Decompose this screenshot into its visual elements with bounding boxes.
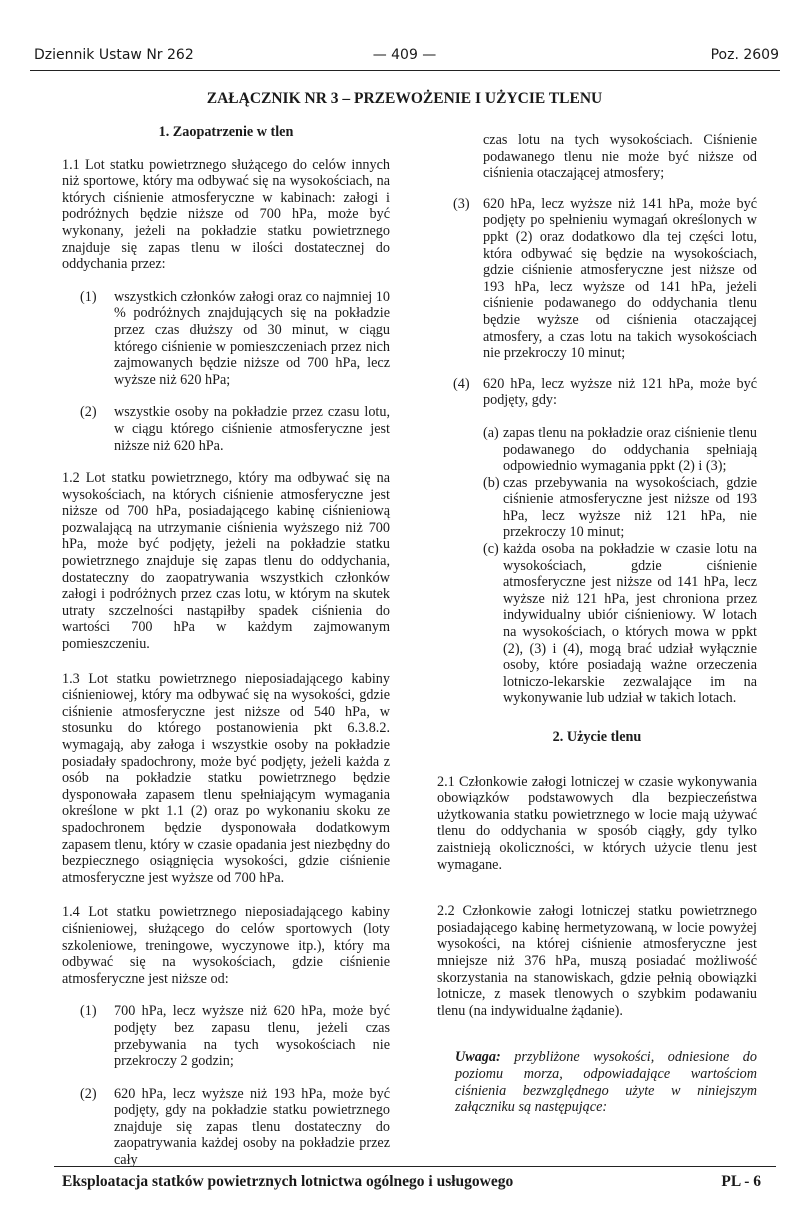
sub-list-item xyxy=(483,541,757,707)
footer-rule xyxy=(54,1166,776,1167)
sub-list-item xyxy=(483,475,757,541)
sub-item-letter: (a) xyxy=(483,424,499,441)
sub-item-text: czas przebywania na wysokościach, gdzie ciśnienie atmosferyczne jest niższe od 193 hPa, lecz wyższe niż 121 hPa, nie przekroczy 10 minut; xyxy=(503,474,757,541)
right-column xyxy=(437,132,757,1116)
list-item-text: 620 hPa, lecz wyższe niż 141 hPa, może być podjęty po spełnieniu wymagań określonych w ppkt (2) oraz dodatkowo dla tej części lotu, która odbywać się będzie na wysokościach, gdzie ciśnienie atmosferyczne jest niższe od 193 hPa, lecz wyższe od 141 hPa, jeżeli ciśnienie podawanego do oddychania tlenu będzie wyższe od ciśnienia otaczającej atmosfery, a czas lotu na takich wysokościach nie przekroczy 10 minut; xyxy=(483,195,757,362)
note-label: Uwaga: xyxy=(455,1049,501,1066)
paragraph-1-2: 1.2 Lot statku powietrznego, który ma odbywać się na wysokościach, na których ciśnienie atmosferyczne jest niższe od 700 hPa, posiadającego kabinę ciśnieniową pozwalającą na utrzymanie ciśnienia wyższego niż 700 hPa, może być podjęty, jeżeli na pokładzie statku powietrznego znajduje się zapas tlenu do oddychania, dostateczny do zaopatrywania wszystkich członków załogi i podróżnych przez czas lotu, w którym na skutek utraty szczelności nastąpiłby spadek ciśnienia do wartości 700 hPa w każdym zajmowanym pomieszczeniu. xyxy=(62,470,390,653)
list-item xyxy=(62,1003,390,1069)
sub-item-text: zapas tlenu na pokładzie oraz ciśnienie tlenu podawanego do oddychania spełniają odpowiednio wymagania ppkt (2) i (3); xyxy=(503,424,757,475)
header-rule xyxy=(30,70,780,71)
paragraph-2-1: 2.1 Członkowie załogi lotniczej w czasie wykonywania obowiązków podstawowych dla bezpieczeństwa użytkowania statku powietrznego w locie mają używać tlenu do oddychania w sposób ciągły, gdy tylko zaistnieją okoliczności, w których użycie tlenu jest wymagane. xyxy=(437,773,757,873)
sub-list xyxy=(483,425,757,707)
list-item-continuation: czas lotu na tych wysokościach. Ciśnienie podawanego tlenu nie może być niższe od ciśnienia otaczającej atmosfery; xyxy=(483,132,757,182)
list-item-number: (2) xyxy=(80,1085,97,1102)
section-2-heading: 2. Użycie tlenu xyxy=(552,729,642,745)
list-item-number: (1) xyxy=(80,288,97,305)
list-item xyxy=(437,376,757,409)
note-text: przybliżone wysokości, odniesione do poziomu morza, odpowiadające wartościom ciśnienia bezwzględnego użyte w niniejszym załączniku są następujące: xyxy=(455,1049,757,1116)
paragraph-1-3: 1.3 Lot statku powietrznego nieposiadającego kabiny ciśnieniowej, który ma odbywać się na wysokości, gdzie ciśnienie atmosferyczne jest niższe od 540 hPa, w stosunku do którego postanowienia pkt 6.3.8.2. wymagają, aby załoga i wszystkie osoby na pokładzie posiadały spadochrony, może być podjęty, jeżeli każda z osób na pokładzie statku powietrznego będzie dysponowała zapasem tlenu spełniającym wymagania określone w pkt 1.1 (2) oraz po wykonaniu skoku ze spadochronem będzie dysponowała dodatkowym zapasem tlenu, który w czasie opadania jest niezbędny do bezpiecznego osiągnięcia wysokości, gdzie ciśnienie atmosferyczne jest wyższe od 700 hPa. xyxy=(62,670,390,886)
sub-list-item xyxy=(483,425,757,475)
list-item xyxy=(62,1086,390,1169)
list-item-text: 700 hPa, lecz wyższe niż 620 hPa, może być podjęty bez zapasu tlenu, jeżeli czas przebywania na tych wysokościach nie przekroczy 2 godzin; xyxy=(114,1003,390,1070)
list-item-number: (1) xyxy=(80,1003,97,1020)
sub-item-letter: (b) xyxy=(483,474,500,491)
list-item-text: 620 hPa, lecz wyższe niż 193 hPa, może być podjęty, gdy na pokładzie statku powietrznego znajduje się zapas tlenu dostateczny do zaopatrywania każdej osoby na pokładzie przez cały xyxy=(114,1085,390,1169)
list-item xyxy=(437,196,757,362)
sub-item-letter: (c) xyxy=(483,541,499,558)
note xyxy=(437,1049,757,1115)
paragraph-1-1: 1.1 Lot statku powietrznego służącego do celów innych niż sportowe, który ma odbywać się na wysokościach, na których ciśnienie atmosferyczne w kabinach: załogi i podróżnych będzie niższe od 700 hPa, może być wykonany, jeżeli na pokładzie statku powietrznego znajduje się zapas tlenu w ilości dostatecznej do oddychania przez: xyxy=(62,156,390,273)
left-column xyxy=(62,124,390,1169)
journal-name: Dziennik Ustaw Nr 262 xyxy=(34,47,194,63)
paragraph-2-2: 2.2 Członkowie załogi lotniczej statku powietrznego posiadającego kabinę hermetyzowaną, w locie powyżej wysokości, na której ciśnienie atmosferyczne jest mniejsze niż 376 hPa, muszą posiadać możliwość skorzystania na stanowiskach, gdzie pełnią obowiązki lotnicze, z masek tlenowych o szybkim podawaniu tlenu (na indywidualne żądanie). xyxy=(437,903,757,1019)
sub-item-text: każda osoba na pokładzie w czasie lotu na wysokościach, gdzie ciśnienie atmosferyczne jest niższe od 141 hPa, lecz wyższe niż 121 hPa, jest chroniona przez indywidualny ubiór ciśnieniowy. W lotach na wysokościach, o których mowa w ppkt (2), (3) i (4), mogą brać udział wyłącznie osoby, które posiadają ważne orzeczenia lotniczo-lekarskie zezwalające im na wykonywanie lub udział w takich lotach. xyxy=(503,541,757,707)
position-number: Poz. 2609 xyxy=(710,47,779,63)
list-item-number: (4) xyxy=(453,375,470,392)
section-1-heading: 1. Zaopatrzenie w tlen xyxy=(158,124,294,140)
page-code: PL - 6 xyxy=(721,1173,761,1190)
list-item-number: (2) xyxy=(80,404,97,421)
list-item xyxy=(62,404,390,454)
list-item-text: wszystkich członków załogi oraz co najmniej 10 % podróżnych znajdujących się na pokładzie przez czas dłuższy od 30 minut, w ciągu którego ciśnienie w pomieszczeniach przez nich zajmowanych będzie niższe od 700 hPa, lecz wyższe niż 620 hPa; xyxy=(114,288,390,388)
list-item-text: 620 hPa, lecz wyższe niż 121 hPa, może być podjęty, gdy: xyxy=(483,375,757,409)
list-item-text: wszystkie osoby na pokładzie przez czasu lotu, w ciągu którego ciśnienie atmosferyczne jest niższe niż 620 hPa. xyxy=(114,404,390,454)
list-item-number: (3) xyxy=(453,195,470,212)
page-number: — 409 — xyxy=(372,47,437,63)
list-item xyxy=(62,289,390,389)
annex-title: ZAŁĄCZNIK NR 3 – PRZEWOŻENIE I UŻYCIE TLENU xyxy=(206,90,603,107)
series-title: Eksploatacja statków powietrznych lotnictwa ogólnego i usługowego xyxy=(62,1173,514,1190)
paragraph-1-4: 1.4 Lot statku powietrznego nieposiadającego kabiny ciśnieniowej, służącego do celów sportowych (loty szkoleniowe, treningowe, wyczynowe itp.), który ma odbywać się na wysokościach, gdzie ciśnienie atmosferyczne jest niższe od: xyxy=(62,904,390,987)
